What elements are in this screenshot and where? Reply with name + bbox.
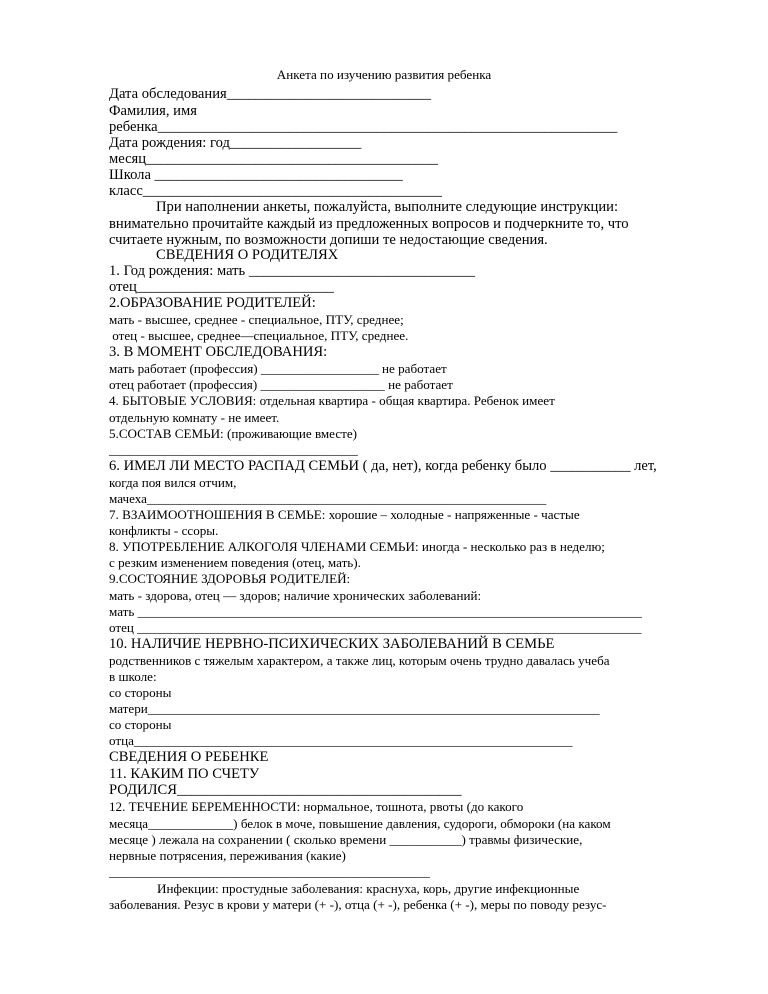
q4-own-room: отдельную комнату - не имеет. <box>109 410 280 425</box>
q2-education-heading: 2.ОБРАЗОВАНИЕ РОДИТЕЛЕЙ: <box>109 295 316 311</box>
q12-pregnancy-line-3: месяце ) лежала на сохранении ( сколько времени ___________) травмы физические, <box>109 832 583 847</box>
school-field: Школа __________________________________ <box>109 167 403 183</box>
q11-answer-line: РОДИЛСЯ_______________________________________ <box>109 782 462 798</box>
q12-pregnancy-line-2: месяца_____________) белок в моче, повышение давления, судороги, обмороки (на каком <box>109 816 611 831</box>
q5-family-composition: 5.СОСТАВ СЕМЬИ: (проживающие вместе) <box>109 426 358 441</box>
q10-maternal-side-label: со стороны <box>109 685 172 700</box>
section-heading-parents: СВЕДЕНИЯ О РОДИТЕЛЯХ <box>156 247 339 263</box>
q9-parents-health: 9.СОСТОЯНИЕ ЗДОРОВЬЯ РОДИТЕЛЕЙ: <box>109 571 351 586</box>
infections-line-1: Инфекции: простудные заболевания: краснуха, корь, другие инфекционные <box>157 881 580 896</box>
birth-month-field: месяц________________________________________ <box>109 151 438 167</box>
q1-father-birth-year: отец___________________________ <box>109 279 334 295</box>
instructions-line-3: считаете нужным, по возможности допиши те недостающие сведения. <box>109 232 548 248</box>
q12-answer-line: _________________________________________________ <box>109 864 430 879</box>
q6-family-breakup: 6. ИМЕЛ ЛИ МЕСТО РАСПАД СЕМЬИ ( да, нет), когда ребенку было ___________ лет, <box>109 458 657 474</box>
q10-paternal-side-label: со стороны <box>109 717 172 732</box>
q10-at-school: в школе: <box>109 669 157 684</box>
q9-mother-line: мать _____________________________________________________________________________ <box>109 604 642 619</box>
q3-father-employment: отец работает (профессия) ___________________ не работает <box>109 377 453 392</box>
q6-stepfather: когда поя вился отчим, <box>109 475 237 490</box>
q4-living-conditions: 4. БЫТОВЫЕ УСЛОВИЯ: отдельная квартира - общая квартира. Ребенок имеет <box>109 393 555 408</box>
q3-heading: 3. В МОМЕНТ ОБСЛЕДОВАНИЯ: <box>109 344 328 360</box>
q10-heading: 10. НАЛИЧИЕ НЕРВНО-ПСИХИЧЕСКИХ ЗАБОЛЕВАНИЙ В СЕМЬЕ <box>109 636 555 652</box>
q9-father-line: отец _____________________________________________________________________________ <box>109 620 642 635</box>
q12-pregnancy-line-4: нервные потрясения, переживания (какие) <box>109 848 346 863</box>
instructions-line-1: При наполнении анкеты, пожалуйста, выполните следующие инструкции: <box>156 199 619 215</box>
q10-relatives: родственников с тяжелым характером, а также лиц, которым очень трудно давалась учеба <box>109 653 610 668</box>
q12-pregnancy: 12. ТЕЧЕНИЕ БЕРЕМЕННОСТИ: нормальное, тошнота, рвоты (до какого <box>109 799 524 814</box>
q2-mother-education: мать - высшее, среднее - специальное, ПТУ, среднее; <box>109 312 404 327</box>
exam-date-field: Дата обследования____________________________ <box>109 86 432 102</box>
q10-maternal-side-line: матери_____________________________________________________________________ <box>109 701 600 716</box>
birth-year-field: Дата рождения: год__________________ <box>109 135 362 151</box>
q11-birth-order: 11. КАКИМ ПО СЧЕТУ <box>109 766 260 782</box>
q8-alcohol: 8. УПОТРЕБЛЕНИЕ АЛКОГОЛЯ ЧЛЕНАМИ СЕМЬИ: иногда - несколько раз в неделю; <box>109 539 605 554</box>
q7-conflicts: конфликты - ссоры. <box>109 523 219 538</box>
class-field: класс_________________________________________ <box>109 183 442 199</box>
q9-chronic-diseases: мать - здорова, отец — здоров; наличие хронических заболеваний: <box>109 588 482 603</box>
instructions-line-2: внимательно прочитайте каждый из предложенных вопросов и подчеркните то, что <box>109 216 629 232</box>
child-name-label: Фамилия, имя <box>109 103 197 119</box>
section-heading-child: СВЕДЕНИЯ О РЕБЕНКЕ <box>109 749 269 765</box>
q2-father-education: отец - высшее, среднее—специальное, ПТУ, среднее. <box>109 328 409 343</box>
q10-paternal-side-line: отца___________________________________________________________________ <box>109 733 573 748</box>
child-name-field: ребенка_______________________________________________________________ <box>109 119 618 135</box>
q3-mother-employment: мать работает (профессия) __________________ не работает <box>109 361 447 376</box>
q8-behavior-change: с резким изменением поведения (отец, мать). <box>109 555 361 570</box>
q6-stepmother: мачеха_____________________________________________________________ <box>109 491 547 506</box>
q7-family-relations: 7. ВЗАИМООТНОШЕНИЯ В СЕМЬЕ: хорошие – холодные - напряженные - частые <box>109 507 580 522</box>
q5-answer-line: ______________________________________ <box>109 442 358 457</box>
q1-mother-birth-year: 1. Год рождения: мать _______________________________ <box>109 263 476 279</box>
infections-line-2: заболевания. Резус в крови у матери (+ -), отца (+ -), ребенка (+ -), меры по поводу резус- <box>109 897 607 912</box>
document-title: Анкета по изучению развития ребенка <box>276 67 492 82</box>
